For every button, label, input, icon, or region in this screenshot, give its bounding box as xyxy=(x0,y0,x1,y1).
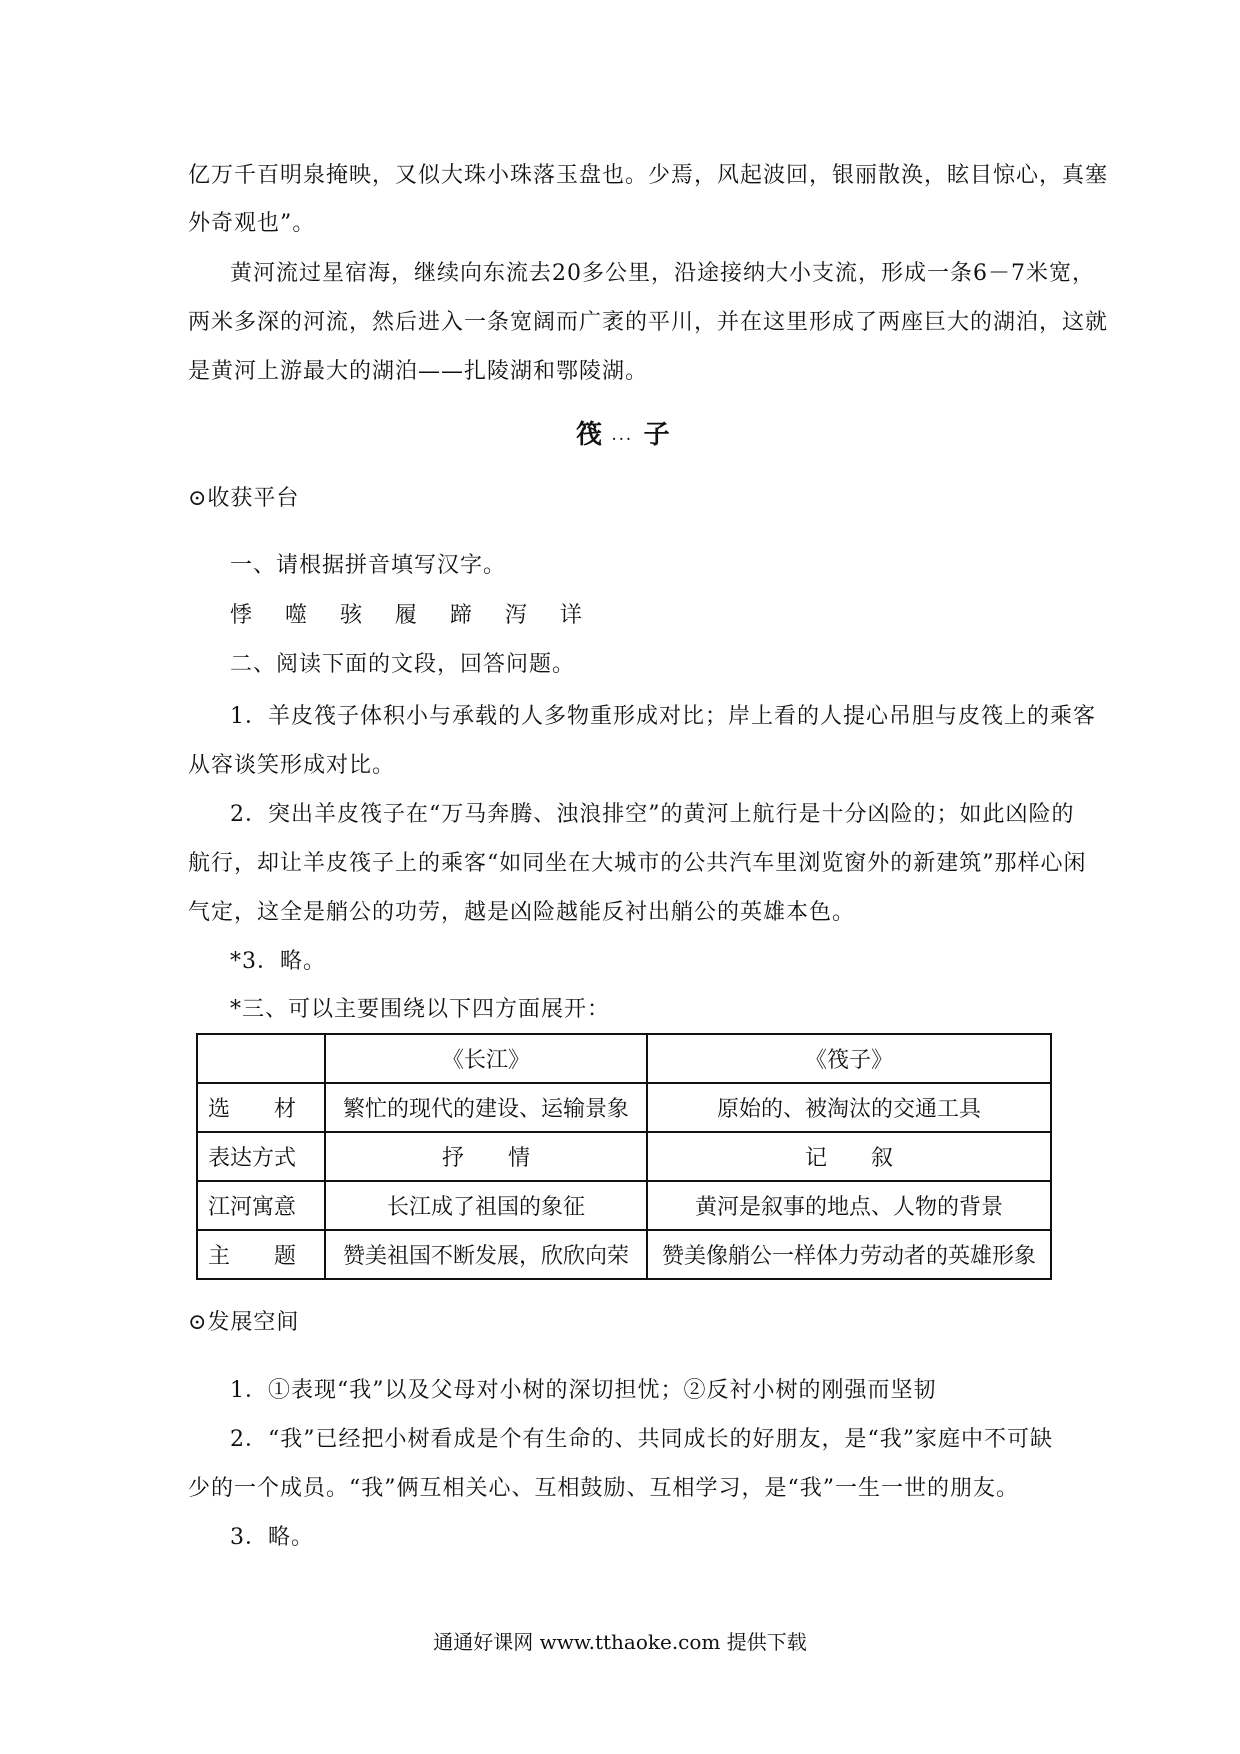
answer-2-line-1: 2．突出羊皮筏子在“万马奔腾、浊浪排空”的黄河上航行是十分凶险的；如此凶险的 xyxy=(230,802,1075,827)
section-title-left: 筏 xyxy=(576,420,603,450)
table-row-label: 主 题 xyxy=(197,1230,325,1279)
table-cell: 抒 情 xyxy=(325,1132,647,1181)
intro-line-5: 是黄河上游最大的湖泊——扎陵湖和鄂陵湖。 xyxy=(188,359,649,384)
intro-line-2: 外奇观也”。 xyxy=(188,211,316,236)
develop-answer-2-line-1: 2．“我”已经把小树看成是个有生命的、共同成长的好朋友，是“我”家庭中不可缺 xyxy=(230,1427,1053,1452)
answer-2-line-2: 航行，却让羊皮筏子上的乘客“如同坐在大城市的公共汽车里浏览窗外的新建筑”那样心闲 xyxy=(188,851,1087,876)
table-header-cell: 《筏子》 xyxy=(647,1034,1051,1083)
table-header-cell xyxy=(197,1034,325,1083)
table-row xyxy=(197,1230,1051,1279)
table-row xyxy=(197,1083,1051,1132)
table-header-row xyxy=(197,1034,1051,1083)
comparison-table xyxy=(196,1033,1052,1280)
develop-answer-2-line-2: 少的一个成员。“我”俩互相关心、互相鼓励、互相学习，是“我”一生一世的朋友。 xyxy=(188,1476,1019,1501)
table-cell: 赞美祖国不断发展，欣欣向荣 xyxy=(325,1230,647,1279)
table-cell: 繁忙的现代的建设、运输景象 xyxy=(325,1083,647,1132)
intro-line-4: 两米多深的河流，然后进入一条宽阔而广袤的平川，并在这里形成了两座巨大的湖泊，这就 xyxy=(188,310,1109,335)
page-footer: 通通好课网 www.tthaoke.com 提供下载 xyxy=(433,1630,807,1654)
table-row-label: 江河寓意 xyxy=(197,1181,325,1230)
table-row-label: 表达方式 xyxy=(197,1132,325,1181)
harvest-heading: ⊙收获平台 xyxy=(188,486,300,511)
section-title-right: 子 xyxy=(643,420,670,450)
intro-line-3: 黄河流过星宿海，继续向东流去20多公里，沿途接纳大小支流，形成一条6－7米宽， xyxy=(230,261,1095,286)
table-cell: 记 叙 xyxy=(647,1132,1051,1181)
table-cell: 黄河是叙事的地点、人物的背景 xyxy=(647,1181,1051,1230)
answer-1-line-1: 1．羊皮筏子体积小与承载的人多物重形成对比；岸上看的人提心吊胆与皮筏上的乘客 xyxy=(230,704,1096,729)
question-3: *三、可以主要围绕以下四方面展开： xyxy=(230,997,611,1022)
table-cell: 原始的、被淘汰的交通工具 xyxy=(647,1083,1051,1132)
table-row-label: 选 材 xyxy=(197,1083,325,1132)
intro-line-1: 亿万千百明泉掩映，又似大珠小珠落玉盘也。少焉，风起波回，银丽散涣，眩目惊心，真塞 xyxy=(188,163,1109,188)
table-cell: 长江成了祖国的象征 xyxy=(325,1181,647,1230)
table-row xyxy=(197,1181,1051,1230)
section-title xyxy=(576,421,670,450)
question-2: 二、阅读下面的文段，回答问题。 xyxy=(230,652,576,677)
question-1: 一、请根据拼音填写汉字。 xyxy=(230,553,507,578)
develop-answer-3: 3．略。 xyxy=(230,1525,314,1550)
table-cell: 赞美像艄公一样体力劳动者的英雄形象 xyxy=(647,1230,1051,1279)
section-title-dots: ... xyxy=(612,429,634,443)
table-header-cell: 《长江》 xyxy=(325,1034,647,1083)
develop-heading: ⊙发展空间 xyxy=(188,1310,300,1335)
question-1-answers: 悸 噬 骇 履 蹄 泻 详 xyxy=(230,603,583,628)
answer-3: *3．略。 xyxy=(230,949,326,974)
answer-2-line-3: 气定，这全是艄公的功劳，越是凶险越能反衬出艄公的英雄本色。 xyxy=(188,900,856,925)
develop-answer-1: 1．①表现“我”以及父母对小树的深切担忧；②反衬小树的刚强而坚韧 xyxy=(230,1378,937,1403)
answer-1-line-2: 从容谈笑形成对比。 xyxy=(188,753,396,778)
table-row xyxy=(197,1132,1051,1181)
